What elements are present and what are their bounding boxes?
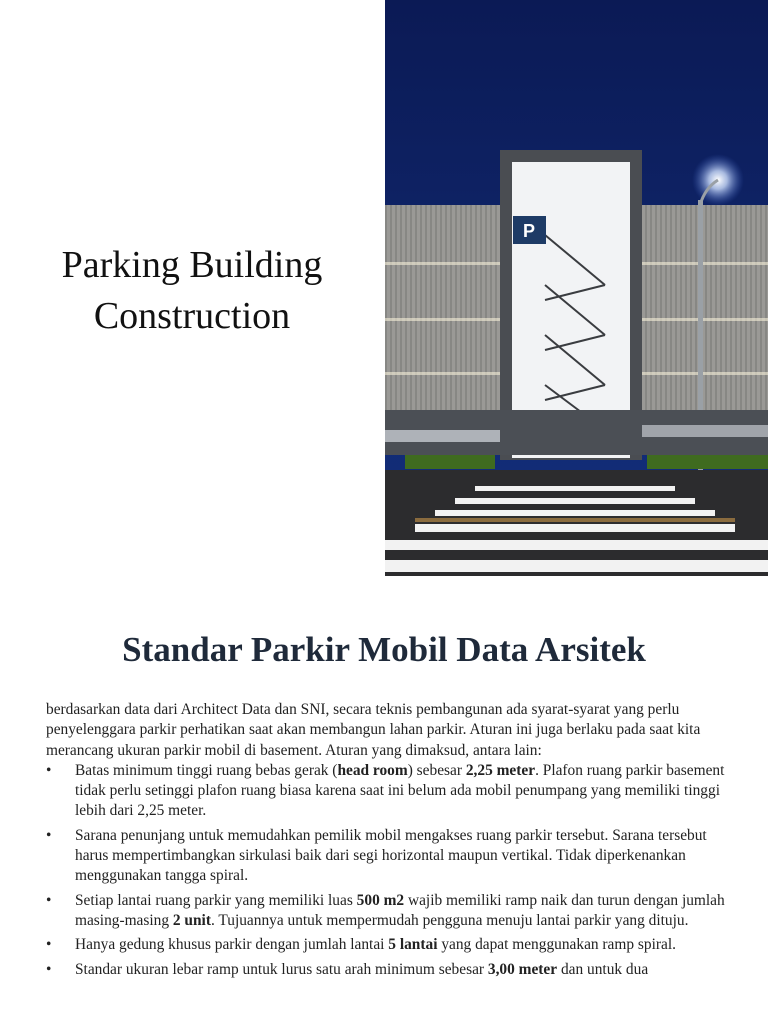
parking-sign-label: P <box>522 221 536 241</box>
article-body <box>46 700 736 984</box>
bullet-marker: • <box>46 960 52 978</box>
list-item: • Standar ukuran lebar ramp untuk lurus satu arah minimum sebesar 3,00 meter dan untuk dua <box>46 960 736 980</box>
hero-title-line-2: Construction <box>93 295 291 337</box>
list-item: • Hanya gedung khusus parkir dengan jumlah lantai 5 lantai yang dapat menggunakan ramp spiral. <box>46 935 736 955</box>
section-heading: Standar Parkir Mobil Data Arsitek <box>122 630 646 669</box>
list-item: • Setiap lantai ruang parkir yang memiliki luas 500 m2 wajib memiliki ramp naik dan turun dengan jumlah masing-masing 2 unit. Tujuannya untuk mempermudah pengguna menuju lantai parkir yang dituju. <box>46 891 725 929</box>
hero-title-line-1: Parking Building <box>61 244 323 286</box>
bullet-marker: • <box>46 826 52 844</box>
bullet-marker: • <box>46 891 52 909</box>
requirements-list <box>46 761 736 980</box>
hero-title <box>0 240 384 342</box>
parking-building-photo <box>385 0 768 576</box>
intro-paragraph: berdasarkan data dari Architect Data dan SNI, secara teknis pembangunan ada syarat-syarat yang perlu penyelenggara parkir perhatikan saat akan membangun lahan parkir. Aturan ini juga berlaku pada saat kita merancang ukuran parkir mobil di basement. Aturan yang dimaksud, antara lain: <box>46 701 701 759</box>
list-item: • Batas minimum tinggi ruang bebas gerak (head room) sebesar 2,25 meter. Plafon ruang parkir basement tidak perlu setinggi plafon ruang biasa karena saat ini belum ada mobil penumpang yang memiliki tinggi lebih dari 2,25 meter. <box>46 761 725 820</box>
bullet-marker: • <box>46 761 52 779</box>
list-item: • Sarana penunjang untuk memudahkan pemilik mobil mengakses ruang parkir tersebut. Sarana tersebut harus mempertimbangkan sirkulasi baik dari segi horizontal maupun vertikal. Tidak diperkenankan menggunakan tangga spiral. <box>46 826 707 885</box>
bullet-marker: • <box>46 936 52 954</box>
